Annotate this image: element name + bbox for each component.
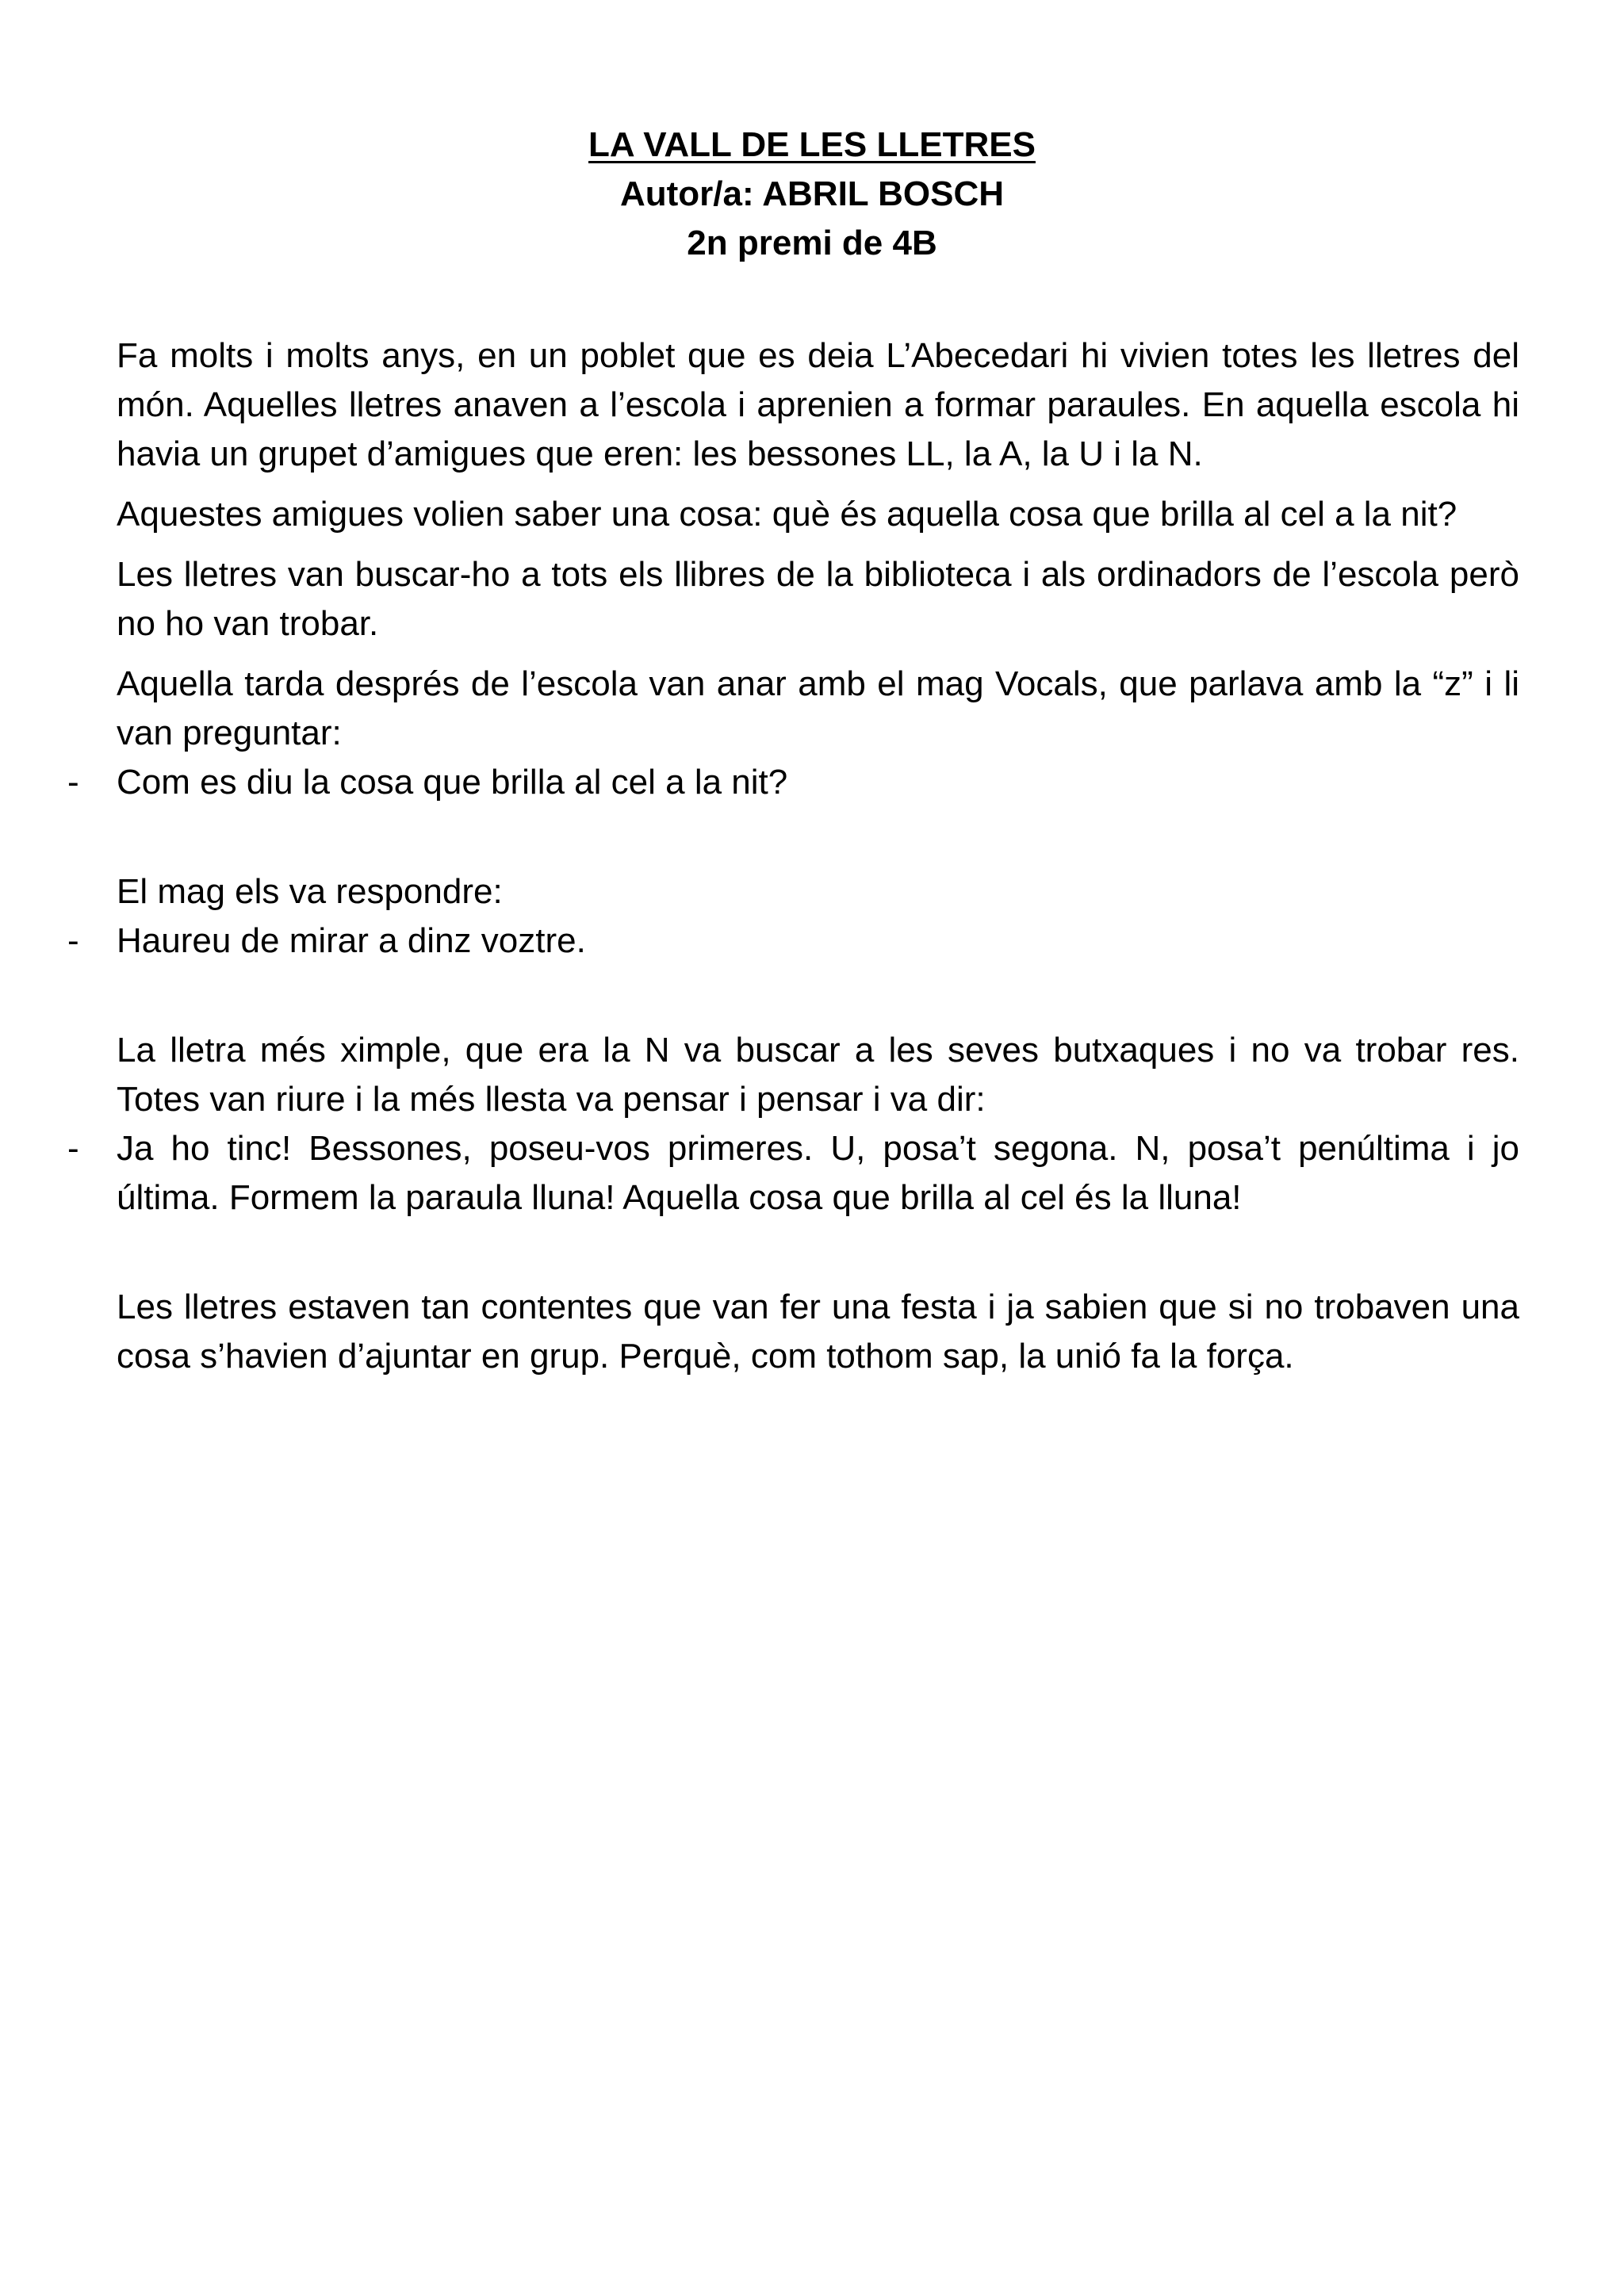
paragraph-ending: Les lletres estaven tan contentes que van fer una festa i ja sabien que si no trobaven una cosa s’havien d’ajuntar en grup. Perquè, com tothom sap, la unió fa la força. — [117, 1288, 1519, 1376]
dialogue-text: Com es diu la cosa que brilla al cel a la nit? — [117, 763, 788, 802]
paragraph-intro: Fa molts i molts anys, en un poblet que es deia L’Abecedari hi vivien totes les lletres del món. Aquelles lletres anaven a l’escola i aprenien a formar paraules. En aquella escola hi havia un grupet d’amigues que eren: les bessones LL, la A, la U i la N. — [117, 336, 1519, 473]
story-title: LA VALL DE LES LLETRES — [588, 125, 1036, 164]
paragraph-letter-n: La lletra més ximple, que era la N va buscar a les seves butxaques i no va trobar res. Totes van riure i la més llesta va pensar i pensar i va dir: — [117, 1031, 1519, 1119]
paragraph-question: Aquestes amigues volien saber una cosa: què és aquella cosa que brilla al cel a la nit? — [117, 495, 1457, 534]
dialogue-text: Ja ho tinc! Bessones, poseu-vos primeres. U, posa’t segona. N, posa’t penúltima i jo última. Formem la paraula lluna! Aquella cosa que brilla al cel és la lluna! — [117, 1129, 1519, 1217]
author-line: Autor/a: ABRIL BOSCH — [620, 174, 1004, 213]
story-body — [67, 331, 1519, 1381]
dialogue-text: Haureu de mirar a dinz voztre. — [117, 921, 586, 960]
dialogue-line-question — [67, 758, 1519, 807]
dialogue-dash: - — [67, 763, 79, 802]
document-header — [0, 121, 1624, 268]
paragraph-mage-reply: El mag els va respondre: — [117, 872, 503, 911]
award-line: 2n premi de 4B — [687, 224, 937, 262]
dialogue-line-mage — [67, 916, 1519, 966]
dialogue-dash: - — [67, 921, 79, 960]
paragraph-visit-mage: Aquella tarda després de l’escola van anar amb el mag Vocals, que parlava amb la “z” i li van preguntar: — [117, 664, 1519, 752]
dialogue-line-solution — [67, 1124, 1519, 1223]
dialogue-dash: - — [67, 1129, 79, 1168]
paragraph-search: Les lletres van buscar-ho a tots els llibres de la biblioteca i als ordinadors de l’escola però no ho van trobar. — [117, 555, 1519, 643]
